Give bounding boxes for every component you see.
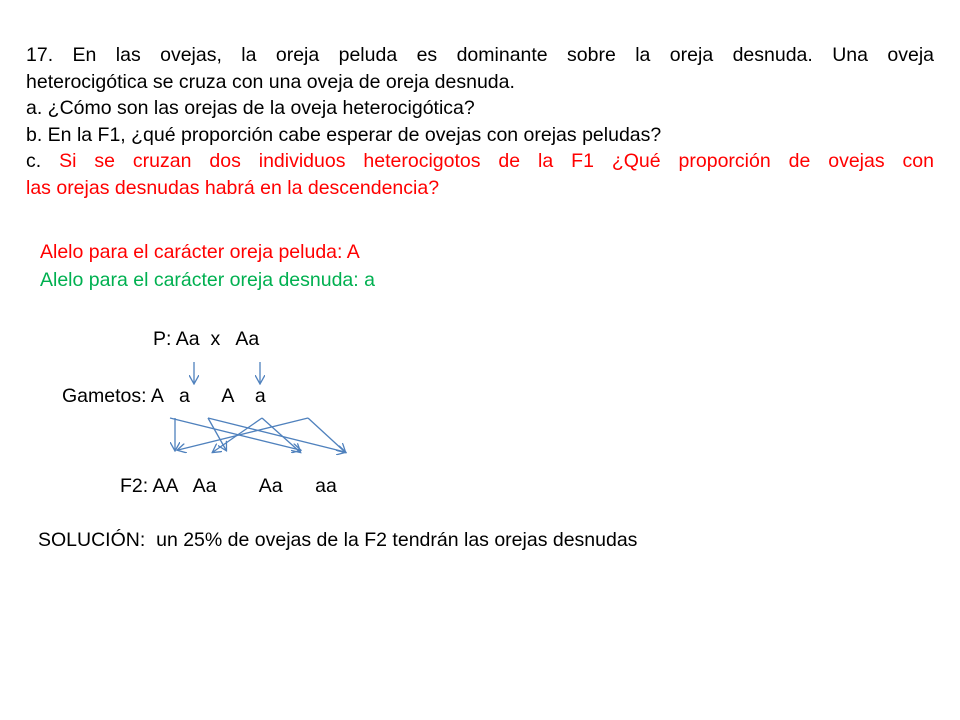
gamete-arrow-4 — [208, 418, 345, 452]
question-b: b. En la F1, ¿qué proporción cabe esperar de ovejas con orejas peludas? — [26, 123, 662, 146]
problem-line-2: heterocigótica se cruza con una oveja de oreja desnuda. — [26, 70, 515, 93]
allele-recessive: Alelo para el carácter oreja desnuda: a — [40, 269, 375, 291]
question-c-prefix: c. — [26, 150, 60, 172]
question-c-text: Si se cruzan dos individuos heterocigotos de la F1 ¿Qué proporción de ovejas con — [59, 150, 934, 172]
problem-line-1: 17. En las ovejas, la oreja peluda es dominante sobre la oreja desnuda. Una oveja — [26, 44, 934, 66]
question-a: a. ¿Cómo son las orejas de la oveja heterocigótica? — [26, 97, 475, 119]
gametes: Gametos: A a A a — [62, 385, 266, 407]
solution: SOLUCIÓN: un 25% de ovejas de la F2 tendrán las orejas desnudas — [38, 529, 638, 551]
parents-cross: P: Aa x Aa — [153, 328, 260, 350]
gamete-arrow-8 — [178, 418, 308, 450]
allele-dominant: Alelo para el carácter oreja peluda: A — [40, 241, 360, 263]
gamete-arrow-6 — [262, 418, 300, 452]
question-c-line-2: las orejas desnudas habrá en la descendencia? — [26, 176, 440, 199]
f2-offspring: F2: AA Aa Aa aa — [120, 475, 337, 497]
